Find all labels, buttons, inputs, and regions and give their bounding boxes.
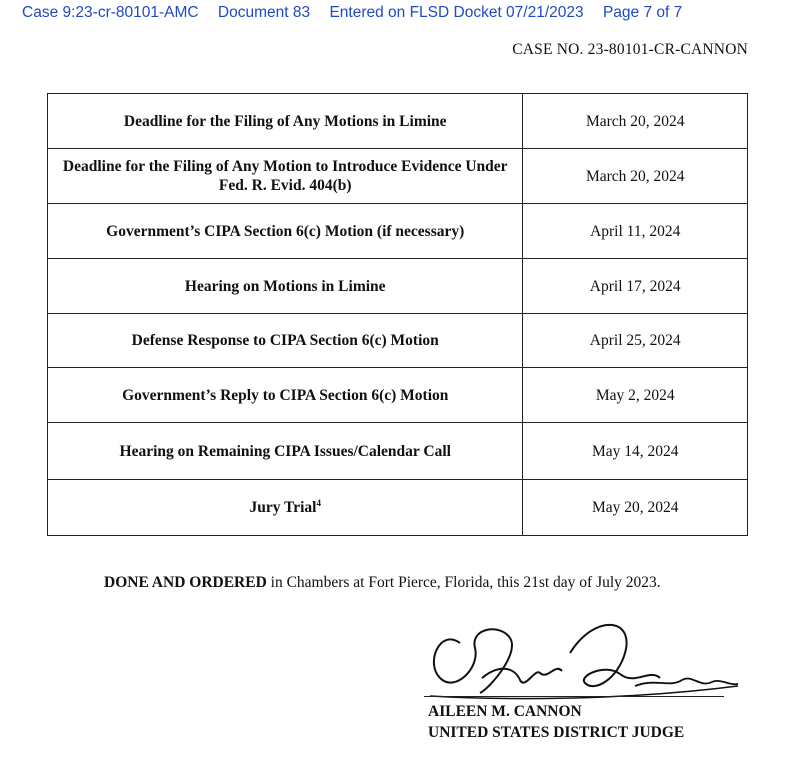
document-number: Document 83 [217,4,311,21]
event-cell: Deadline for the Filing of Any Motion to Introduce Evidence Under Fed. R. Evid. 404(b) [48,149,523,204]
table-row [48,259,748,314]
footnote-marker: 4 [316,497,321,508]
signature-image [420,608,750,708]
table-row [48,149,748,204]
case-number: CASE NO. 23-80101-CR-CANNON [512,41,748,58]
table-row [48,94,748,149]
table-row [48,204,748,259]
case-id: Case 9:23-cr-80101-AMC [22,4,199,21]
order-lead: DONE AND ORDERED [104,574,267,591]
date-cell: May 2, 2024 [523,368,748,423]
date-cell: April 25, 2024 [523,314,748,368]
event-label: Jury Trial [249,499,317,516]
table-row [48,423,748,480]
date-cell: May 20, 2024 [523,480,748,536]
date-cell: April 11, 2024 [523,204,748,259]
order-text: in Chambers at Fort Pierce, Florida, this 21st day of July 2023. [266,574,661,591]
signature-line [424,696,724,697]
date-cell: April 17, 2024 [523,259,748,314]
page-number: Page 7 of 7 [602,4,683,21]
event-cell: Government’s Reply to CIPA Section 6(c) Motion [48,368,523,423]
event-cell: Defense Response to CIPA Section 6(c) Motion [48,314,523,368]
docket-header [22,4,697,22]
judge-name: AILEEN M. CANNON [428,703,582,720]
date-cell: March 20, 2024 [523,94,748,149]
judge-title: UNITED STATES DISTRICT JUDGE [428,724,685,741]
table-row [48,480,748,536]
date-cell: May 14, 2024 [523,423,748,480]
event-cell [48,480,523,536]
order-statement [104,574,661,592]
event-cell: Hearing on Remaining CIPA Issues/Calendar Call [48,423,523,480]
table-row [48,368,748,423]
event-cell: Deadline for the Filing of Any Motions in Limine [48,94,523,149]
event-cell: Hearing on Motions in Limine [48,259,523,314]
table-row [48,314,748,368]
docket-entry: Entered on FLSD Docket 07/21/2023 [329,4,584,21]
date-cell: March 20, 2024 [523,149,748,204]
event-cell: Government’s CIPA Section 6(c) Motion (if necessary) [48,204,523,259]
schedule-table [47,93,748,536]
